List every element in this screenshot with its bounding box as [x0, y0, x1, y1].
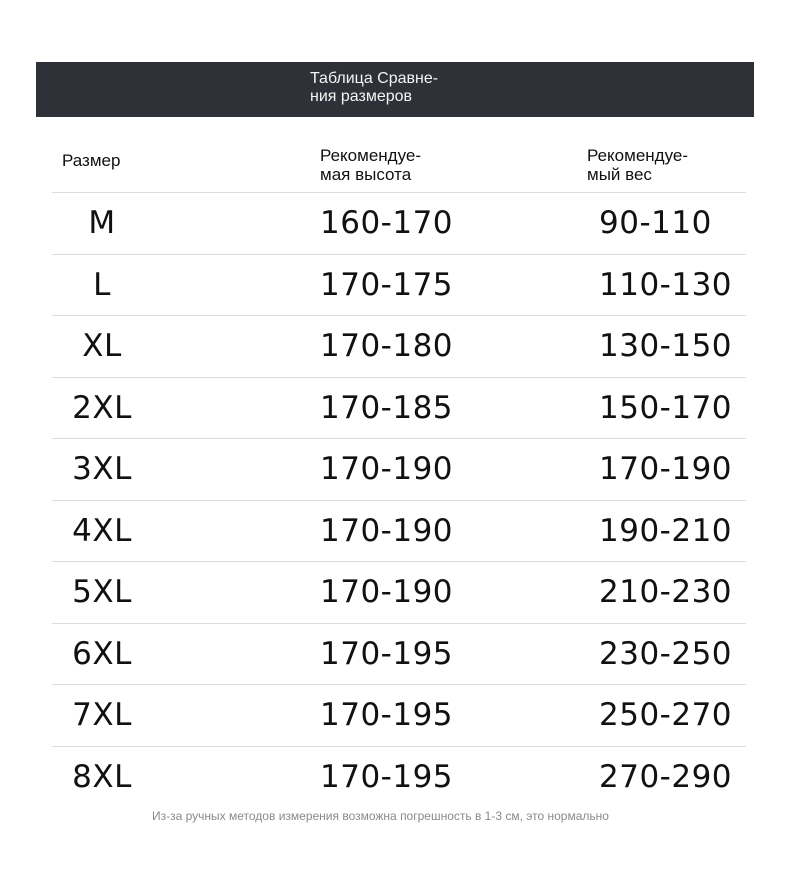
cell-size: XL [82, 328, 122, 365]
table-row [52, 501, 746, 563]
cell-size: 5XL [72, 574, 132, 611]
cell-height: 170-175 [320, 266, 454, 303]
cell-height: 170-190 [320, 512, 454, 549]
cell-height: 170-190 [320, 574, 454, 611]
cell-height: 170-190 [320, 451, 454, 488]
cell-size: 4XL [72, 512, 132, 549]
cell-size: M [88, 205, 116, 242]
table-header [52, 138, 746, 193]
cell-size: 7XL [72, 697, 132, 734]
table-row [52, 685, 746, 747]
table-row [52, 316, 746, 378]
header-weight: Рекомендуе- мый вес [587, 146, 689, 184]
cell-weight: 190-210 [599, 512, 733, 549]
cell-weight: 250-270 [599, 697, 733, 734]
cell-weight: 210-230 [599, 574, 733, 611]
table-row [52, 747, 746, 808]
cell-weight: 110-130 [599, 266, 733, 303]
cell-weight: 130-150 [599, 328, 733, 365]
cell-height: 170-180 [320, 328, 454, 365]
table-row [52, 624, 746, 686]
cell-height: 160-170 [320, 205, 454, 242]
measurement-note: Из-за ручных методов измерения возможна погрешность в 1-3 см, это нормально [152, 809, 609, 823]
cell-size: 8XL [72, 758, 132, 795]
table-row [52, 378, 746, 440]
title-banner [36, 62, 754, 117]
header-size: Размер [62, 151, 121, 170]
cell-weight: 150-170 [599, 389, 733, 426]
cell-weight: 170-190 [599, 451, 733, 488]
cell-size: 2XL [72, 389, 132, 426]
cell-height: 170-195 [320, 635, 454, 672]
cell-height: 170-185 [320, 389, 454, 426]
size-table [52, 138, 746, 807]
header-height: Рекомендуе- мая высота [320, 146, 422, 184]
cell-weight: 270-290 [599, 758, 733, 795]
cell-size: 3XL [72, 451, 132, 488]
cell-size: L [93, 266, 111, 303]
cell-weight: 90-110 [599, 205, 712, 242]
table-row [52, 439, 746, 501]
table-row [52, 193, 746, 255]
cell-height: 170-195 [320, 697, 454, 734]
cell-height: 170-195 [320, 758, 454, 795]
cell-weight: 230-250 [599, 635, 733, 672]
cell-size: 6XL [72, 635, 132, 672]
table-row [52, 562, 746, 624]
table-row [52, 255, 746, 317]
page-title: Таблица Сравне- ния размеров [310, 70, 439, 105]
